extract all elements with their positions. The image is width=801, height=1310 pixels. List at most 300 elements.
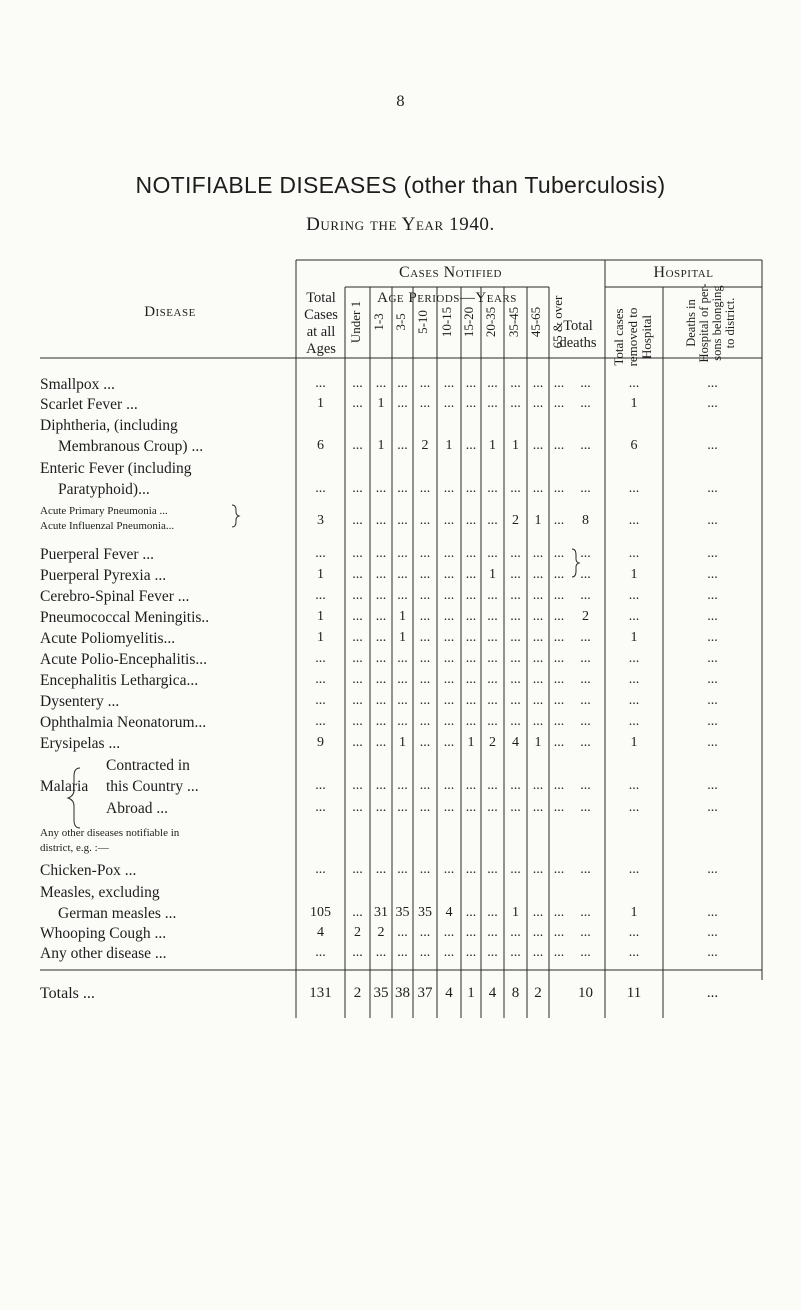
cell-total-cases: 1 <box>317 396 324 411</box>
disease-label: Measles, excluding <box>40 884 160 901</box>
cell-age-2: 1 <box>399 735 406 750</box>
cell-total-deaths: ... <box>580 630 591 645</box>
totals-deaths-in-hospital: ... <box>706 985 719 1001</box>
cell-total-cases: 1 <box>317 609 324 624</box>
cell-removed-to-hospital: ... <box>628 588 640 603</box>
disease-label: Acute Poliomyelitis... <box>40 630 176 647</box>
cell-age-7: ... <box>510 862 521 877</box>
cell-age-3: ... <box>419 513 431 528</box>
cell-total-deaths: 2 <box>582 609 589 624</box>
cell-age-1: ... <box>375 945 387 960</box>
cell-age-7: ... <box>510 588 521 603</box>
cell-age-8: ... <box>532 925 544 940</box>
cell-age-6: ... <box>487 630 498 645</box>
cell-age-9: ... <box>553 396 565 411</box>
cell-age-7: 4 <box>512 735 519 750</box>
cell-total-cases: ... <box>315 800 326 815</box>
disease-label: Any other disease ... <box>40 945 167 962</box>
cell-deaths-in-hospital: ... <box>707 630 718 645</box>
cell-deaths-in-hospital: ... <box>707 567 718 582</box>
cell-total-cases: ... <box>315 376 326 391</box>
cell-age-4: ... <box>443 925 455 940</box>
cell-age-3: ... <box>419 376 431 391</box>
cell-deaths-in-hospital: ... <box>707 925 718 940</box>
totals-age-1: 35 <box>373 985 389 1001</box>
cell-age-6: ... <box>487 714 498 729</box>
cell-total-deaths: ... <box>580 714 591 729</box>
disease-label: Acute Polio-Encephalitis... <box>40 651 208 668</box>
cell-age-3: ... <box>419 567 431 582</box>
cell-deaths-in-hospital: ... <box>707 672 718 687</box>
header-age-9: 65 & over <box>549 295 565 349</box>
cell-removed-to-hospital: 1 <box>630 396 638 411</box>
cell-age-6: ... <box>487 546 498 561</box>
cell-age-3: ... <box>419 672 431 687</box>
cell-age-2: ... <box>397 513 408 528</box>
cell-total-deaths: ... <box>580 800 591 815</box>
totals-total-cases: 131 <box>309 985 332 1001</box>
cell-age-3: 2 <box>421 438 429 453</box>
header-age-4: 10-15 <box>439 306 454 338</box>
cell-age-6: ... <box>487 513 498 528</box>
cell-age-2: ... <box>397 862 408 877</box>
cell-deaths-in-hospital: ... <box>707 588 718 603</box>
page-number: 8 <box>396 94 405 110</box>
cell-age-1: 31 <box>374 905 388 920</box>
cell-age-8: ... <box>532 945 544 960</box>
cell-age-2: ... <box>397 945 408 960</box>
disease-label: Membranous Croup) ... <box>58 438 204 455</box>
disease-label: Enteric Fever (including <box>40 460 192 477</box>
disease-label: Paratyphoid)... <box>58 481 150 498</box>
cell-age-3: 35 <box>418 905 432 920</box>
cell-age-1: 1 <box>377 438 385 453</box>
cell-age-4: ... <box>443 567 455 582</box>
cell-age-8: ... <box>532 672 544 687</box>
header-age-6: 20-35 <box>482 306 498 338</box>
cell-age-0: ... <box>352 672 363 687</box>
totals-age-5: 1 <box>467 985 475 1001</box>
cell-age-1: ... <box>375 588 387 603</box>
cell-age-5: ... <box>465 513 477 528</box>
header-total-deaths: Total deaths <box>559 318 597 351</box>
header-age-7: 35-45 <box>505 306 521 338</box>
cell-age-5: ... <box>465 630 477 645</box>
cell-age-8: ... <box>532 778 544 793</box>
cell-age-5: ... <box>465 376 477 391</box>
cell-age-3: ... <box>419 925 431 940</box>
cell-deaths-in-hospital: ... <box>707 714 718 729</box>
header-age-periods: Age Periods—Years <box>377 290 517 306</box>
cell-total-deaths: ... <box>580 396 591 411</box>
cell-age-5: ... <box>465 567 477 582</box>
disease-label: Cerebro-Spinal Fever ... <box>40 588 190 605</box>
cell-age-5: ... <box>465 609 477 624</box>
cell-age-4: ... <box>443 800 455 815</box>
cell-age-9: ... <box>553 925 565 940</box>
cell-age-7: ... <box>510 609 521 624</box>
cell-age-7: ... <box>510 714 521 729</box>
cell-age-3: ... <box>419 714 431 729</box>
cell-age-6: ... <box>487 672 498 687</box>
cell-total-deaths: ... <box>580 567 591 582</box>
cell-age-9: ... <box>553 693 565 708</box>
cell-age-4: ... <box>443 945 455 960</box>
cell-age-9: ... <box>553 376 565 391</box>
cell-age-4: ... <box>443 714 455 729</box>
header-deaths-in-hospital: Deaths in Hospital of per- sons belonging to district. <box>684 283 737 363</box>
cell-deaths-in-hospital: ... <box>707 735 718 750</box>
cell-removed-to-hospital: ... <box>628 693 640 708</box>
cell-age-0: ... <box>352 567 363 582</box>
cell-age-2: ... <box>397 588 408 603</box>
cell-age-3: ... <box>419 481 431 496</box>
cell-deaths-in-hospital: ... <box>707 778 718 793</box>
cell-age-0: ... <box>352 778 363 793</box>
cell-removed-to-hospital: 1 <box>630 567 638 582</box>
cell-age-8: ... <box>532 376 544 391</box>
cell-age-0: ... <box>352 862 363 877</box>
cell-age-7: ... <box>510 925 521 940</box>
cell-age-0: ... <box>352 651 363 666</box>
cell-removed-to-hospital: ... <box>628 714 640 729</box>
cell-age-5: ... <box>465 905 477 920</box>
cell-age-1: ... <box>375 651 387 666</box>
cell-age-1: ... <box>375 630 387 645</box>
cell-age-5: ... <box>465 546 477 561</box>
cell-deaths-in-hospital: ... <box>707 945 718 960</box>
cell-age-1: ... <box>375 862 387 877</box>
cell-age-4: ... <box>443 630 455 645</box>
totals-age-8: 2 <box>534 985 542 1001</box>
cell-age-0: ... <box>352 905 363 920</box>
cell-age-0: ... <box>352 438 363 453</box>
disease-label: Dysentery ... <box>40 693 120 710</box>
cell-age-9: ... <box>553 651 565 666</box>
cell-age-3: ... <box>419 396 431 411</box>
cell-age-0: ... <box>352 735 363 750</box>
cell-age-4: ... <box>443 735 455 750</box>
disease-label: this Country ... <box>106 778 199 795</box>
header-age-1: 1-3 <box>371 313 386 331</box>
cell-age-4: ... <box>443 672 455 687</box>
cell-age-6: ... <box>487 905 498 920</box>
cell-age-2: ... <box>397 546 408 561</box>
cell-age-8: ... <box>532 862 544 877</box>
cell-age-3: ... <box>419 651 431 666</box>
cell-age-2: ... <box>397 672 408 687</box>
disease-label: Puerperal Fever ... <box>40 546 155 563</box>
cell-age-6: ... <box>487 651 498 666</box>
disease-label: Puerperal Pyrexia ... <box>40 567 167 584</box>
cell-removed-to-hospital: ... <box>628 862 640 877</box>
disease-label: Abroad ... <box>106 800 168 817</box>
disease-label: Chicken-Pox ... <box>40 862 137 879</box>
cell-age-0: ... <box>352 481 363 496</box>
cell-total-cases: 1 <box>317 567 324 582</box>
disease-label: Ophthalmia Neonatorum... <box>40 714 207 731</box>
cell-total-cases: ... <box>315 672 326 687</box>
cell-age-5: ... <box>465 800 477 815</box>
cell-age-6: 2 <box>489 735 496 750</box>
cell-age-8: ... <box>532 800 544 815</box>
cell-total-deaths: ... <box>580 376 591 391</box>
disease-label: Contracted in <box>106 757 190 774</box>
cell-age-0: ... <box>352 630 363 645</box>
totals-deaths: 10 <box>578 985 593 1001</box>
cell-age-2: ... <box>397 567 408 582</box>
cell-age-2: ... <box>397 714 408 729</box>
cell-total-cases: ... <box>315 693 326 708</box>
cell-age-2: ... <box>397 481 408 496</box>
cell-total-cases: ... <box>315 862 326 877</box>
cell-age-2: ... <box>397 925 408 940</box>
disease-label: Smallpox ... <box>40 376 115 393</box>
cell-age-4: ... <box>443 396 455 411</box>
cell-age-1: ... <box>375 546 387 561</box>
cell-removed-to-hospital: 1 <box>630 630 638 645</box>
header-age-5: 15-20 <box>461 306 476 338</box>
cell-age-9: ... <box>553 438 565 453</box>
cell-deaths-in-hospital: ... <box>707 609 718 624</box>
cell-removed-to-hospital: ... <box>628 778 640 793</box>
cell-age-4: ... <box>443 651 455 666</box>
cell-removed-to-hospital: ... <box>628 546 640 561</box>
cell-age-7: ... <box>510 630 521 645</box>
totals-age-0: 2 <box>353 985 362 1001</box>
header-cases-notified: Cases Notified <box>399 264 502 281</box>
cell-age-3: ... <box>419 800 431 815</box>
disease-label: district, e.g. :— <box>40 842 109 854</box>
cell-age-8: ... <box>532 588 544 603</box>
cell-age-1: ... <box>375 567 387 582</box>
cell-age-9: ... <box>553 735 565 750</box>
totals-age-2: 38 <box>395 985 410 1001</box>
cell-age-1: ... <box>375 481 387 496</box>
cell-age-5: ... <box>465 588 477 603</box>
cell-age-9: ... <box>553 945 565 960</box>
cell-age-4: ... <box>443 588 455 603</box>
cell-age-7: 1 <box>512 438 519 453</box>
cell-age-7: ... <box>510 945 521 960</box>
cell-age-8: ... <box>532 396 544 411</box>
disease-label: Encephalitis Lethargica... <box>40 672 199 689</box>
cell-age-7: 1 <box>512 905 519 920</box>
cell-age-6: ... <box>487 396 498 411</box>
cell-age-2: ... <box>397 396 408 411</box>
cell-removed-to-hospital: ... <box>628 513 640 528</box>
header-hospital: Hospital <box>653 264 714 281</box>
cell-age-0: ... <box>352 800 363 815</box>
cell-age-8: ... <box>532 905 544 920</box>
cell-age-4: ... <box>443 513 455 528</box>
cell-removed-to-hospital: 1 <box>630 735 638 750</box>
cell-age-1: ... <box>375 735 387 750</box>
cell-removed-to-hospital: 6 <box>630 438 638 453</box>
cell-age-9: ... <box>553 546 565 561</box>
cell-removed-to-hospital: ... <box>628 672 640 687</box>
cell-age-6: ... <box>487 925 498 940</box>
cell-removed-to-hospital: ... <box>628 376 640 391</box>
cell-removed-to-hospital: ... <box>628 925 640 940</box>
cell-age-2: ... <box>397 651 408 666</box>
cell-total-cases: 1 <box>317 630 324 645</box>
cell-age-5: ... <box>465 945 477 960</box>
header-total-cases: Total Cases at all Ages <box>304 290 338 357</box>
cell-age-9: ... <box>553 513 565 528</box>
cell-age-6: 1 <box>489 438 496 453</box>
cell-age-7: ... <box>510 800 521 815</box>
cell-age-7: ... <box>510 672 521 687</box>
cell-total-cases: 4 <box>317 925 324 940</box>
disease-label: Acute Influenzal Pneumonia... <box>40 520 175 532</box>
cell-age-1: ... <box>375 513 387 528</box>
cell-age-4: ... <box>443 546 455 561</box>
header-age-0: Under 1 <box>347 300 363 344</box>
cell-age-5: ... <box>465 481 477 496</box>
malaria-label: Malaria <box>40 778 89 795</box>
totals-age-4: 4 <box>445 985 453 1001</box>
cell-total-deaths: ... <box>580 925 591 940</box>
cell-age-1: 1 <box>377 396 385 411</box>
cell-age-6: 1 <box>489 567 496 582</box>
totals-age-7: 8 <box>511 985 520 1001</box>
cell-age-9: ... <box>553 778 565 793</box>
cell-age-8: ... <box>532 630 544 645</box>
cell-age-2: ... <box>397 800 408 815</box>
cell-total-deaths: ... <box>580 905 591 920</box>
cell-total-deaths: ... <box>580 651 591 666</box>
cell-total-deaths: ... <box>580 945 591 960</box>
cell-age-9: ... <box>553 800 565 815</box>
totals-removed: 11 <box>626 985 642 1001</box>
cell-age-9: ... <box>553 714 565 729</box>
cell-age-6: ... <box>487 778 498 793</box>
cell-age-1: ... <box>375 714 387 729</box>
cell-age-8: ... <box>532 438 544 453</box>
cell-age-3: ... <box>419 588 431 603</box>
cell-age-3: ... <box>419 546 431 561</box>
header-age-3: 5-10 <box>415 310 430 334</box>
cell-age-8: 1 <box>534 735 542 750</box>
cell-total-cases: 3 <box>317 513 324 528</box>
cell-deaths-in-hospital: ... <box>707 513 718 528</box>
header-disease: Disease <box>144 304 196 320</box>
cell-total-deaths: ... <box>580 438 591 453</box>
cell-total-cases: 6 <box>317 438 324 453</box>
totals-age-3: 37 <box>417 985 433 1001</box>
cell-age-7: ... <box>510 481 521 496</box>
cell-age-0: 2 <box>354 925 361 940</box>
cell-deaths-in-hospital: ... <box>707 862 718 877</box>
cell-age-2: ... <box>397 693 408 708</box>
cell-age-4: ... <box>443 376 455 391</box>
cell-age-5: ... <box>465 714 477 729</box>
cell-total-deaths: ... <box>580 778 591 793</box>
cell-deaths-in-hospital: ... <box>707 481 718 496</box>
disease-label: Pneumococcal Meningitis.. <box>40 609 210 626</box>
cell-age-4: ... <box>443 862 455 877</box>
cell-age-5: 1 <box>467 735 475 750</box>
cell-age-6: ... <box>487 800 498 815</box>
cell-deaths-in-hospital: ... <box>707 905 718 920</box>
cell-age-2: 1 <box>399 630 406 645</box>
cell-age-3: ... <box>419 945 431 960</box>
cell-deaths-in-hospital: ... <box>707 800 718 815</box>
cell-age-4: ... <box>443 481 455 496</box>
disease-label: German measles ... <box>58 905 177 922</box>
cell-age-1: ... <box>375 778 387 793</box>
cell-age-0: ... <box>352 588 363 603</box>
cell-age-5: ... <box>465 862 477 877</box>
cell-total-deaths: ... <box>580 735 591 750</box>
cell-total-cases: ... <box>315 651 326 666</box>
totals-label: Totals ... <box>40 985 95 1002</box>
cell-age-0: ... <box>352 609 363 624</box>
cell-age-5: ... <box>465 925 477 940</box>
cell-age-3: ... <box>419 862 431 877</box>
page-title: NOTIFIABLE DISEASES (other than Tuberculosis) <box>135 172 666 198</box>
cell-removed-to-hospital: ... <box>628 945 640 960</box>
cell-age-4: 4 <box>445 905 453 920</box>
cell-deaths-in-hospital: ... <box>707 438 718 453</box>
cell-age-2: ... <box>397 778 408 793</box>
cell-age-7: 2 <box>512 513 519 528</box>
cell-total-deaths: ... <box>580 693 591 708</box>
cell-age-2: 1 <box>399 609 406 624</box>
cell-age-0: ... <box>352 376 363 391</box>
header-age-8: 45-65 <box>528 306 543 338</box>
cell-age-4: ... <box>443 693 455 708</box>
cell-age-1: 2 <box>377 925 385 940</box>
cell-total-deaths: 8 <box>582 513 589 528</box>
cell-age-6: ... <box>487 588 498 603</box>
cell-age-8: ... <box>532 651 544 666</box>
cell-age-8: ... <box>532 567 544 582</box>
cell-total-deaths: ... <box>580 481 591 496</box>
cell-age-7: ... <box>510 567 521 582</box>
cell-age-6: ... <box>487 376 498 391</box>
cell-total-cases: 105 <box>310 905 331 920</box>
cell-removed-to-hospital: ... <box>628 609 640 624</box>
disease-label: Diphtheria, (including <box>40 417 178 434</box>
cell-age-5: ... <box>465 651 477 666</box>
cell-age-3: ... <box>419 735 431 750</box>
cell-age-7: ... <box>510 651 521 666</box>
cell-age-4: ... <box>443 778 455 793</box>
cell-age-5: ... <box>465 396 477 411</box>
cell-age-7: ... <box>510 546 521 561</box>
cell-age-1: ... <box>375 693 387 708</box>
disease-label: Erysipelas ... <box>40 735 121 752</box>
cell-total-cases: ... <box>315 945 326 960</box>
cell-age-6: ... <box>487 862 498 877</box>
cell-age-9: ... <box>553 672 565 687</box>
header-removed-to-hospital: Total cases removed to Hospital <box>611 307 654 367</box>
cell-removed-to-hospital: ... <box>628 481 640 496</box>
cell-age-7: ... <box>510 396 521 411</box>
cell-age-9: ... <box>553 567 565 582</box>
cell-age-2: ... <box>397 376 408 391</box>
cell-age-6: ... <box>487 693 498 708</box>
cell-age-3: ... <box>419 609 431 624</box>
totals-age-6: 4 <box>488 985 497 1001</box>
cell-deaths-in-hospital: ... <box>707 376 718 391</box>
cell-deaths-in-hospital: ... <box>707 693 718 708</box>
cell-total-deaths: ... <box>580 672 591 687</box>
cell-age-7: ... <box>510 778 521 793</box>
cell-removed-to-hospital: ... <box>628 651 640 666</box>
